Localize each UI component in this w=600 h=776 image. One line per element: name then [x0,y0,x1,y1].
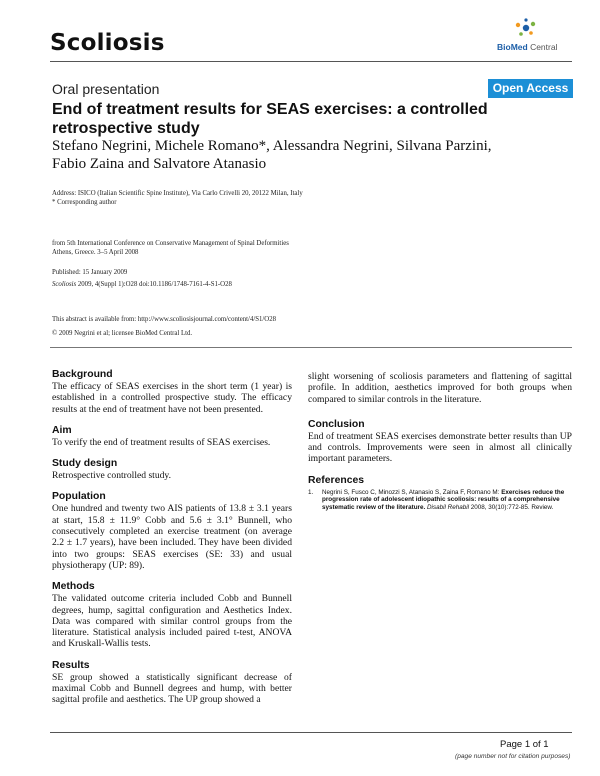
design-heading: Study design [52,458,118,470]
publisher-bio: BioMed [497,42,528,52]
reference-item [308,489,572,512]
conclusion-text: End of treatment SEAS exercises demonstrate better results than UP and controls. Improvements were seen in almost all clinically important parameters. [308,430,572,465]
reference-details: 2008, 30(10):772-85. Review. [469,503,554,511]
results-heading: Results [52,659,90,671]
conference-line-2: Athens, Greece. 3–5 April 2008 [52,249,139,256]
published-date: Published: 15 January 2009 [52,269,128,276]
corresponding-author: * Corresponding author [52,199,117,206]
aim-section [52,425,292,448]
references-heading: References [308,474,365,486]
copyright: © 2009 Negrini et al; licensee BioMed Central Ltd. [52,330,193,337]
publisher-central: Central [527,42,558,52]
methods-text: The validated outcome criteria included Cobb and Bunnell degrees, hump, sagittal configuration and Aesthetics Index. Data was compared with similar control groups from the literature. Statistical analysis included paired t-test, ANOVA and Kruskall-Wallis tests. [52,593,292,650]
authors [52,138,552,173]
reference-body [322,489,572,512]
results-text: SE group showed a statistically significant decrease of maximal Cobb and Bunnell degrees and hump, with better sagittal profile and aesthetics. The UP group showed a [52,671,292,706]
citation-journal: Scoliosis [52,281,77,288]
results-section [52,660,292,706]
reference-journal: Disabil Rehabil [425,503,469,511]
background-heading: Background [52,369,113,380]
results-continued-text: slight worsening of scoliosis parameters and flattening of sagittal profile. In addition, aesthetics improved for both groups when compared to similar controls in the literature. [308,371,572,405]
authors-line-2: Fabio Zaina and Salvatore Atanasio [52,155,267,172]
aim-text: To verify the end of treatment results of SEAS exercises. [52,436,271,448]
reference-title: Exercises reduce the progression rate of adolescent idiopathic scoliosis: results of a comprehensive systematic review of the literature. [322,488,565,511]
population-section [52,491,292,571]
design-section [52,458,292,481]
article-title [52,100,552,138]
population-heading: Population [52,491,106,503]
population-text: One hundred and twenty two AIS patients of 13.8 ± 3.1 years at start, 15.8 ± 11.9° Cobb and 5.6 ± 3.1° Bunnell, who consecutively completed an exercise treatment (on average 2.2 ± 1.7 years), have been included. They have been divided into two groups: SEAS exercises (SE: 33) and usual physiotherapy (UP: 89). [52,503,292,571]
results-continued [308,371,572,405]
authors-line-1: Stefano Negrini, Michele Romano*, Alessandra Negrini, Silvana Parzini, [52,138,492,154]
title-line-2: retrospective study [52,120,200,137]
citation-details: 2009, 4(Suppl 1):O28 doi:10.1186/1748-7161-4-S1-O28 [76,281,232,288]
section-rule [50,347,572,348]
background-text: The efficacy of SEAS exercises in the short term (1 year) is established in a controlled prospective study. The efficacy results at the end of treatment have not been presented. [52,381,292,415]
open-access-badge: Open Access [488,79,573,98]
conference-line-1: from 5th International Conference on Conservative Management of Spinal Deformities [52,240,289,247]
journal-title: Scoliosis [50,30,165,56]
availability-link[interactable]: This abstract is available from: http://www.scoliosisjournal.com/content/4/S1/O28 [52,316,277,323]
address: Address: ISICO (Italian Scientific Spine Institute), Via Carlo Crivelli 20, 20122 Milan, Italy [52,190,303,197]
page-note: (page number not for citation purposes) [455,753,571,760]
citation [52,280,232,289]
footer-rule [50,732,572,733]
conclusion-section [308,419,572,465]
conclusion-heading: Conclusion [308,418,365,430]
design-text: Retrospective controlled study. [52,470,172,482]
publisher-name [497,42,557,52]
background-section [52,369,292,415]
reference-number: 1. [308,488,314,496]
right-column [308,371,572,522]
page-number: Page 1 of 1 [500,739,549,750]
left-column [52,369,292,716]
methods-section [52,581,292,649]
conference-info [52,239,392,257]
article-type: Oral presentation [52,81,160,97]
title-line-1: End of treatment results for SEAS exercises: a controlled [52,101,488,118]
aim-heading: Aim [52,424,72,436]
header-rule [50,61,572,62]
methods-heading: Methods [52,581,95,593]
references-section [308,475,572,512]
reference-authors: Negrini S, Fusco C, Minozzi S, Atanasio S, Zaina F, Romano M: [322,488,502,496]
